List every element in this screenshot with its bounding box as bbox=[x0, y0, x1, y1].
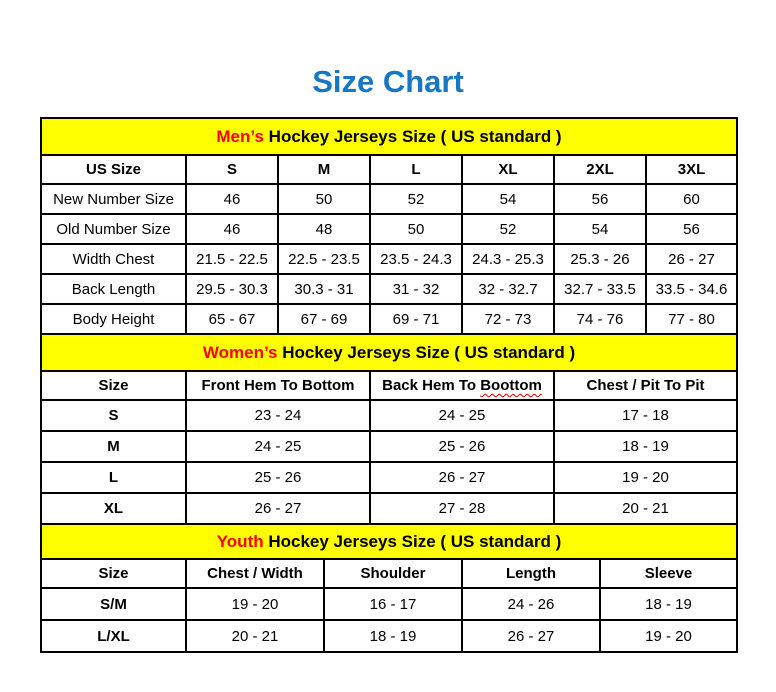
spellcheck-squiggle-word: Boottom bbox=[480, 377, 542, 394]
womens-section-header bbox=[41, 334, 737, 371]
cell-value: 23 - 24 bbox=[186, 400, 370, 431]
row-label: M bbox=[41, 431, 186, 462]
cell-value: 65 - 67 bbox=[186, 304, 278, 334]
cell-value: 46 bbox=[186, 214, 278, 244]
youth-header-row bbox=[41, 559, 737, 588]
cell-value: 48 bbox=[278, 214, 370, 244]
womens-row-s bbox=[41, 400, 737, 431]
cell-value: 25.3 - 26 bbox=[554, 244, 646, 274]
womens-section-highlight: Women’s bbox=[202, 342, 278, 362]
youth-col-header: Sleeve bbox=[600, 559, 737, 588]
mens-size-table bbox=[40, 117, 738, 335]
row-label: L/XL bbox=[41, 620, 186, 652]
row-label: S bbox=[41, 400, 186, 431]
cell-value: 46 bbox=[186, 184, 278, 214]
youth-section-header bbox=[41, 524, 737, 559]
cell-value: 50 bbox=[278, 184, 370, 214]
cell-value: 32 - 32.7 bbox=[462, 274, 554, 304]
cell-value: 23.5 - 24.3 bbox=[370, 244, 462, 274]
womens-section-title-text: Hockey Jerseys Size ( US standard ) bbox=[282, 342, 576, 362]
mens-col-header: US Size bbox=[41, 155, 186, 184]
row-label: S/M bbox=[41, 588, 186, 620]
womens-row-m bbox=[41, 431, 737, 462]
mens-row-back-length bbox=[41, 274, 737, 304]
cell-value: 18 - 19 bbox=[554, 431, 737, 462]
cell-value: 52 bbox=[462, 214, 554, 244]
cell-value: 27 - 28 bbox=[370, 493, 554, 524]
cell-value: 17 - 18 bbox=[554, 400, 737, 431]
cell-value: 32.7 - 33.5 bbox=[554, 274, 646, 304]
row-label: XL bbox=[41, 493, 186, 524]
cell-value: 26 - 27 bbox=[646, 244, 737, 274]
youth-section-highlight: Youth bbox=[216, 531, 264, 551]
womens-size-table bbox=[40, 333, 738, 525]
row-label: Width Chest bbox=[41, 244, 186, 274]
row-label: Old Number Size bbox=[41, 214, 186, 244]
row-label: Body Height bbox=[41, 304, 186, 334]
womens-band-row bbox=[41, 334, 737, 371]
cell-value: 16 - 17 bbox=[324, 588, 462, 620]
cell-value: 30.3 - 31 bbox=[278, 274, 370, 304]
back-hem-label: Back Hem To bbox=[382, 377, 477, 394]
cell-value: 19 - 20 bbox=[186, 588, 324, 620]
cell-value: 24 - 26 bbox=[462, 588, 600, 620]
mens-col-header: L bbox=[370, 155, 462, 184]
cell-value: 19 - 20 bbox=[600, 620, 737, 652]
mens-col-header: 2XL bbox=[554, 155, 646, 184]
mens-row-old-number-size bbox=[41, 214, 737, 244]
mens-row-width-chest bbox=[41, 244, 737, 274]
youth-row-sm bbox=[41, 588, 737, 620]
womens-col-header: Size bbox=[41, 371, 186, 400]
size-chart-container bbox=[40, 117, 736, 653]
cell-value: 25 - 26 bbox=[370, 431, 554, 462]
youth-row-lxl bbox=[41, 620, 737, 652]
row-label: Back Length bbox=[41, 274, 186, 304]
cell-value: 18 - 19 bbox=[600, 588, 737, 620]
mens-band-row bbox=[41, 118, 737, 155]
cell-value: 26 - 27 bbox=[462, 620, 600, 652]
youth-section-title-text: Hockey Jerseys Size ( US standard ) bbox=[268, 531, 562, 551]
youth-col-header: Length bbox=[462, 559, 600, 588]
cell-value: 33.5 - 34.6 bbox=[646, 274, 737, 304]
cell-value: 56 bbox=[554, 184, 646, 214]
cell-value: 31 - 32 bbox=[370, 274, 462, 304]
cell-value: 26 - 27 bbox=[186, 493, 370, 524]
cell-value: 20 - 21 bbox=[554, 493, 737, 524]
cell-value: 54 bbox=[462, 184, 554, 214]
mens-col-header: M bbox=[278, 155, 370, 184]
page-title: Size Chart bbox=[312, 64, 464, 99]
cell-value: 54 bbox=[554, 214, 646, 244]
cell-value: 21.5 - 22.5 bbox=[186, 244, 278, 274]
row-label: L bbox=[41, 462, 186, 493]
womens-col-header: Front Hem To Bottom bbox=[186, 371, 370, 400]
cell-value: 24 - 25 bbox=[186, 431, 370, 462]
cell-value: 19 - 20 bbox=[554, 462, 737, 493]
womens-row-l bbox=[41, 462, 737, 493]
cell-value: 25 - 26 bbox=[186, 462, 370, 493]
cell-value: 26 - 27 bbox=[370, 462, 554, 493]
mens-row-new-number-size bbox=[41, 184, 737, 214]
mens-header-row bbox=[41, 155, 737, 184]
youth-size-table bbox=[40, 523, 738, 653]
cell-value: 67 - 69 bbox=[278, 304, 370, 334]
womens-col-header-back-hem bbox=[370, 371, 554, 400]
youth-band-row bbox=[41, 524, 737, 559]
mens-row-body-height bbox=[41, 304, 737, 334]
mens-col-header: XL bbox=[462, 155, 554, 184]
cell-value: 60 bbox=[646, 184, 737, 214]
mens-section-header bbox=[41, 118, 737, 155]
womens-row-xl bbox=[41, 493, 737, 524]
cell-value: 24.3 - 25.3 bbox=[462, 244, 554, 274]
mens-col-header: 3XL bbox=[646, 155, 737, 184]
cell-value: 52 bbox=[370, 184, 462, 214]
cell-value: 29.5 - 30.3 bbox=[186, 274, 278, 304]
cell-value: 22.5 - 23.5 bbox=[278, 244, 370, 274]
row-label: New Number Size bbox=[41, 184, 186, 214]
cell-value: 77 - 80 bbox=[646, 304, 737, 334]
mens-col-header: S bbox=[186, 155, 278, 184]
youth-col-header: Chest / Width bbox=[186, 559, 324, 588]
womens-col-header: Chest / Pit To Pit bbox=[554, 371, 737, 400]
youth-col-header: Shoulder bbox=[324, 559, 462, 588]
cell-value: 74 - 76 bbox=[554, 304, 646, 334]
cell-value: 69 - 71 bbox=[370, 304, 462, 334]
mens-section-title-text: Hockey Jerseys Size ( US standard ) bbox=[268, 126, 562, 146]
youth-col-header: Size bbox=[41, 559, 186, 588]
womens-header-row bbox=[41, 371, 737, 400]
cell-value: 56 bbox=[646, 214, 737, 244]
cell-value: 50 bbox=[370, 214, 462, 244]
cell-value: 24 - 25 bbox=[370, 400, 554, 431]
cell-value: 72 - 73 bbox=[462, 304, 554, 334]
cell-value: 18 - 19 bbox=[324, 620, 462, 652]
cell-value: 20 - 21 bbox=[186, 620, 324, 652]
mens-section-highlight: Men’s bbox=[216, 126, 264, 146]
